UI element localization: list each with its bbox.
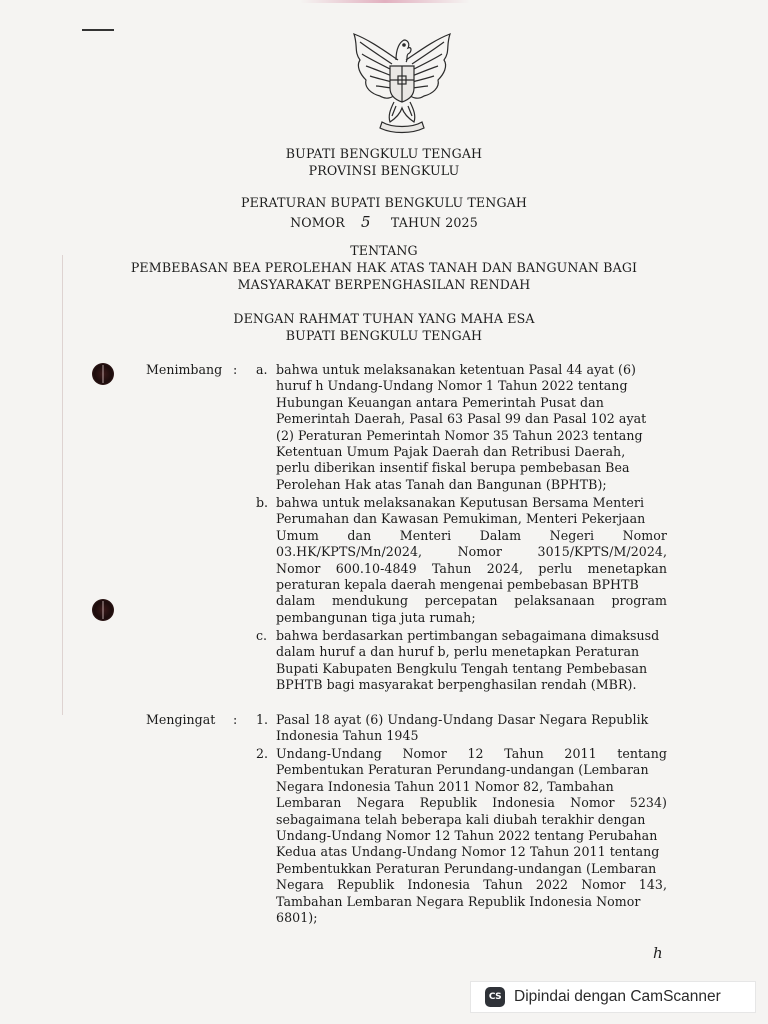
item-line: dalam huruf a dan huruf b, perlu menetapkan Peraturan	[276, 644, 640, 660]
menimbang-item-a	[276, 362, 667, 493]
about-label: TENTANG	[350, 243, 418, 258]
item-line: Umum dan Menteri Dalam Negeri Nomor	[276, 527, 667, 543]
item-line: Tambahan Lembaran Negara Republik Indonesia Nomor	[276, 893, 641, 909]
item-line: bahwa berdasarkan pertimbangan sebagaimana dimaksusd	[276, 628, 660, 643]
item-line: sebagaimana telah beberapa kali diubah terakhir dengan	[276, 811, 646, 827]
item-line: Ketentuan Umum Pajak Daerah dan Retribusi Daerah,	[276, 444, 626, 460]
authority-line-1: BUPATI BENGKULU TENGAH	[285, 146, 483, 161]
item-line: Nomor 600.10-4849 Tahun 2024, perlu menetapkan	[276, 560, 667, 576]
item-line: Kedua atas Undang-Undang Nomor 12 Tahun 2011 tentang	[276, 844, 660, 860]
item-line: perlu diberikan insentif fiskal berupa pembebasan Bea	[276, 460, 630, 476]
item-line: bahwa untuk melaksanakan Keputusan Bersama Menteri	[276, 495, 645, 510]
item-line: Pasal 18 ayat (6) Undang-Undang Dasar Negara Republik	[276, 712, 649, 727]
item-line: huruf h Undang-Undang Nomor 1 Tahun 2022 tentang	[276, 378, 628, 394]
handwritten-initial: h	[653, 944, 663, 962]
mengingat-label: Mengingat	[146, 712, 216, 727]
regulation-number-line	[0, 213, 768, 231]
menimbang-item-c	[276, 628, 667, 694]
menimbang-colon: :	[233, 362, 238, 377]
mengingat-colon: :	[233, 712, 238, 727]
watermark-text: Dipindai dengan CamScanner	[514, 988, 721, 1005]
item-line: Bupati Kabupaten Bengkulu Tengah tentang Pembebasan	[276, 660, 648, 676]
item-line: Negara Indonesia Tahun 2011 Nomor 82, Tambahan	[276, 778, 614, 794]
menimbang-item-marker: a.	[256, 362, 268, 377]
menimbang-item-marker: b.	[256, 495, 269, 510]
item-line: Negara Republik Indonesia Tahun 2022 Nomor 143,	[276, 877, 667, 893]
mengingat-item-marker: 1.	[256, 712, 269, 727]
item-line: Undang-Undang Nomor 12 Tahun 2011 tentang	[276, 746, 667, 761]
item-line: (2) Peraturan Pemerintah Nomor 35 Tahun 2023 tentang	[276, 427, 643, 443]
camscanner-logo-icon: CS	[485, 987, 505, 1007]
garuda-emblem-icon	[346, 30, 458, 134]
subject-line-2: MASYARAKAT BERPENGHASILAN RENDAH	[237, 277, 531, 292]
subject-line-1: PEMBEBASAN BEA PEROLEHAN HAK ATAS TANAH DAN BANGUNAN BAGI	[130, 260, 638, 275]
item-line: Pemerintah Daerah, Pasal 63 Pasal 99 dan Pasal 102 ayat	[276, 411, 647, 427]
item-line: BPHTB bagi masyarakat berpenghasilan rendah (MBR).	[276, 677, 637, 693]
item-line: Pembentukan Peraturan Perundang-undangan (Lembaran	[276, 762, 649, 778]
item-line: Indonesia Tahun 1945	[276, 728, 419, 744]
regulation-year: TAHUN 2025	[390, 215, 478, 230]
item-line: Perolehan Hak atas Tanah dan Bangunan (BPHTB);	[276, 476, 607, 492]
pen-mark	[82, 29, 114, 31]
item-line: Perumahan dan Kawasan Pemukiman, Menteri Pekerjaan	[276, 511, 646, 527]
menimbang-item-marker: c.	[256, 628, 268, 643]
item-line: Pembentukkan Peraturan Perundang-undangan (Lembaran	[276, 860, 657, 876]
punch-hole-icon	[92, 363, 114, 385]
mengingat-item-1	[276, 712, 667, 745]
item-line: peraturan kepala daerah mengenai pembebasan BPHTB	[276, 577, 639, 593]
grace-line-2: BUPATI BENGKULU TENGAH	[285, 328, 483, 343]
item-line: Lembaran Negara Republik Indonesia Nomor 5234)	[276, 795, 667, 811]
item-line: dalam mendukung percepatan pelaksanaan program	[276, 593, 667, 609]
mengingat-item-2	[276, 746, 667, 926]
item-line: Hubungan Keuangan antara Pemerintah Pusat dan	[276, 394, 604, 410]
item-line: 03.HK/KPTS/Mn/2024, Nomor 3015/KPTS/M/2024,	[276, 544, 667, 560]
item-line: Undang-Undang Nomor 12 Tahun 2022 tentang Perubahan	[276, 828, 658, 844]
menimbang-label: Menimbang	[146, 362, 223, 377]
scan-color-artifact	[300, 0, 470, 3]
item-line: 6801);	[276, 910, 318, 926]
regulation-title: PERATURAN BUPATI BENGKULU TENGAH	[240, 195, 528, 210]
authority-line-2: PROVINSI BENGKULU	[308, 163, 460, 178]
item-line: bahwa untuk melaksanakan ketentuan Pasal 44 ayat (6)	[276, 362, 636, 377]
regulation-number-prefix: NOMOR	[290, 215, 345, 230]
menimbang-item-b	[276, 495, 667, 626]
punch-hole-icon	[92, 599, 114, 621]
mengingat-item-marker: 2.	[256, 746, 269, 761]
grace-line-1: DENGAN RAHMAT TUHAN YANG MAHA ESA	[233, 311, 535, 326]
regulation-number: 5	[361, 213, 371, 231]
camscanner-watermark	[470, 981, 756, 1013]
item-line: pembangunan tiga juta rumah;	[276, 609, 476, 625]
